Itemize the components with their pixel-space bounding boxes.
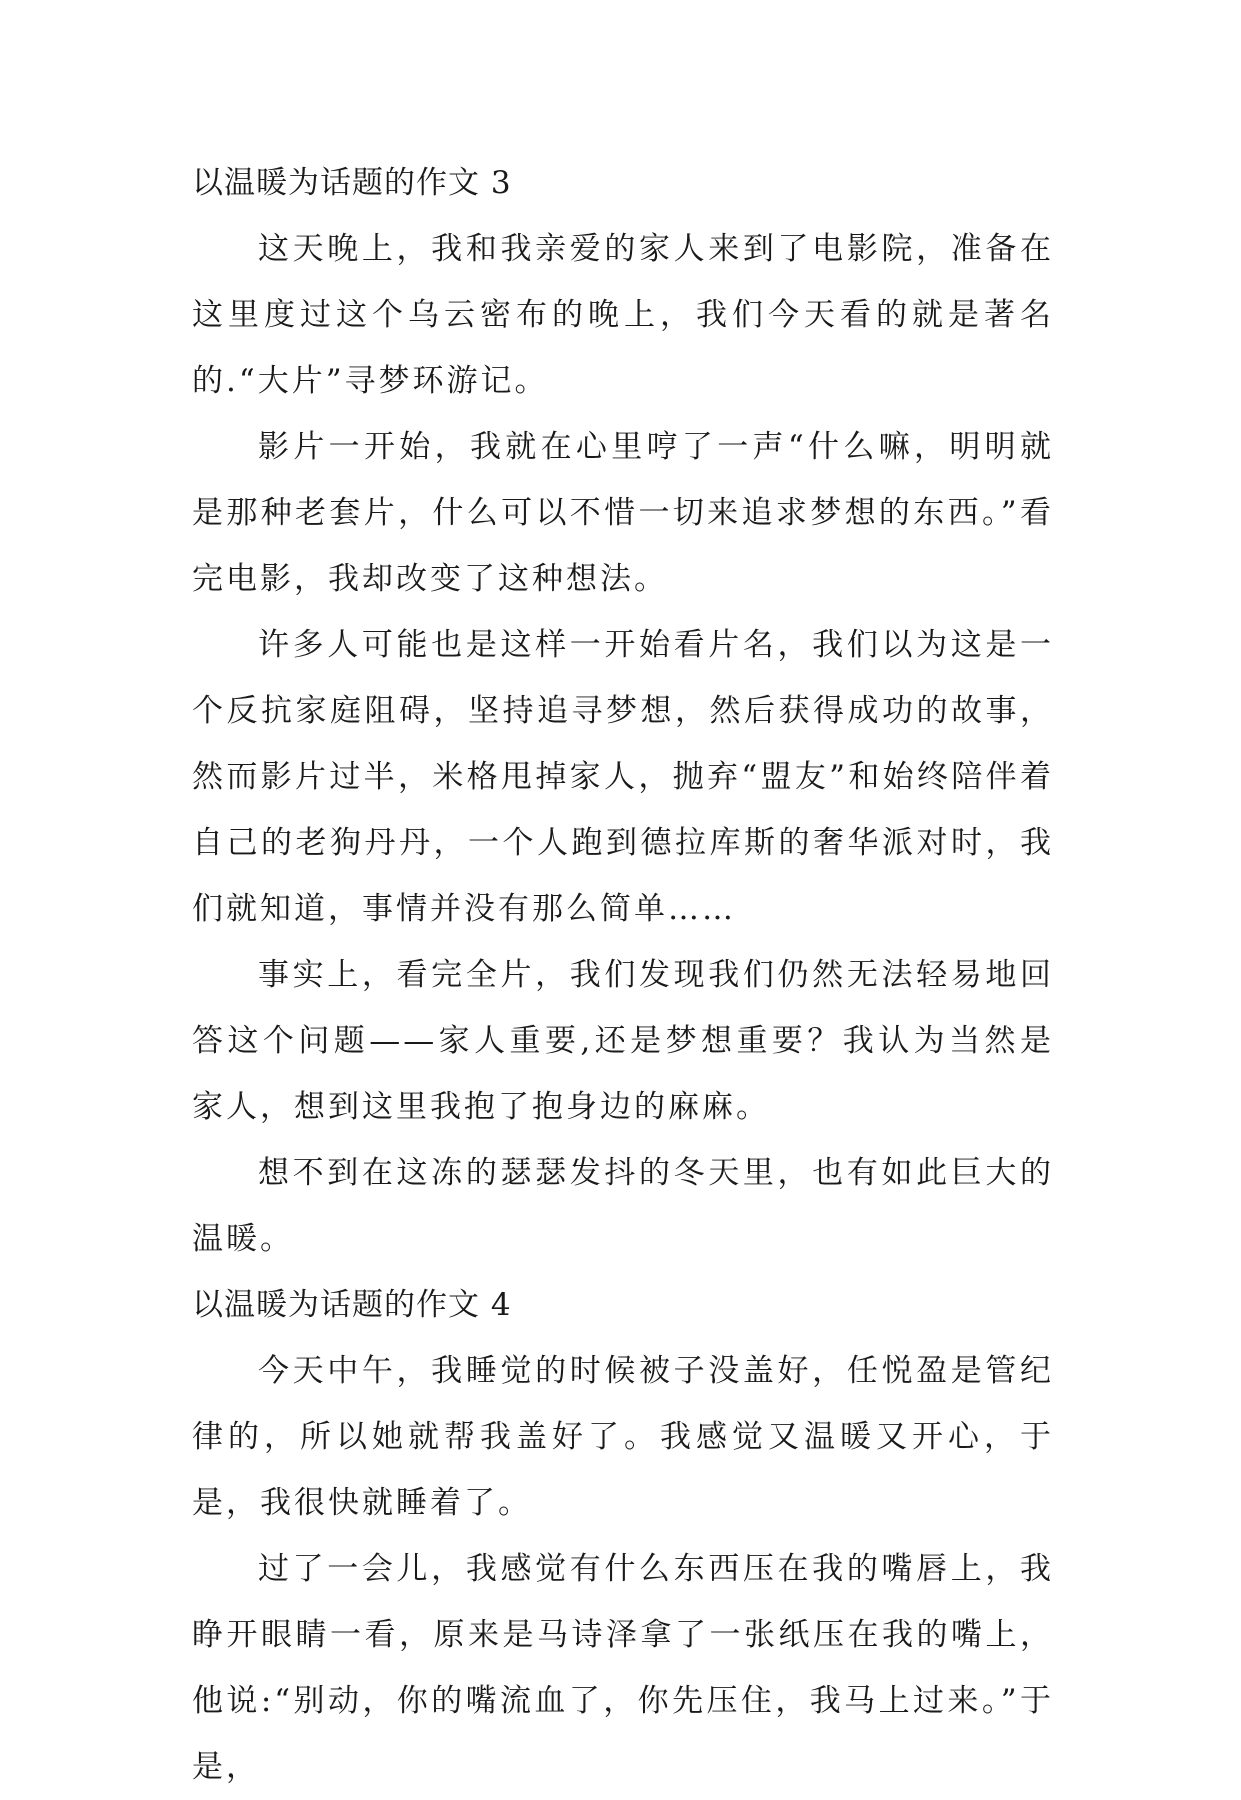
paragraph: 事实上，看完全片，我们发现我们仍然无法轻易地回答这个问题——家人重要,还是梦想重要？我认为当然是家人，想到这里我抱了抱身边的麻麻。 bbox=[192, 957, 1054, 1125]
paragraph: 过了一会儿，我感觉有什么东西压在我的嘴唇上，我睁开眼睛一看，原来是马诗泽拿了一张纸压在我的嘴上，他说:“别动，你的嘴流血了，你先压住，我马上过来。”于是， bbox=[192, 1551, 1054, 1785]
paragraph: 这天晚上，我和我亲爱的家人来到了电影院，准备在这里度过这个乌云密布的晚上，我们今天看的就是著名的.“大片”寻梦环游记。 bbox=[192, 231, 1054, 399]
paragraph: 想不到在这冻的瑟瑟发抖的冬天里，也有如此巨大的温暖。 bbox=[192, 1155, 1054, 1257]
paragraph: 影片一开始，我就在心里哼了一声“什么嘛，明明就是那种老套片，什么可以不惜一切来追求梦想的东西。”看完电影，我却改变了这种想法。 bbox=[192, 429, 1054, 597]
document-page bbox=[192, 150, 1054, 1800]
section-title: 以温暖为话题的作文 3 bbox=[192, 165, 512, 201]
paragraph: 今天中午，我睡觉的时候被子没盖好，任悦盈是管纪律的，所以她就帮我盖好了。我感觉又温暖又开心，于是，我很快就睡着了。 bbox=[192, 1353, 1054, 1521]
section-title: 以温暖为话题的作文 4 bbox=[192, 1287, 512, 1323]
paragraph: 许多人可能也是这样一开始看片名，我们以为这是一个反抗家庭阻碍，坚持追寻梦想，然后获得成功的故事，然而影片过半，米格甩掉家人，抛弃“盟友”和始终陪伴着自己的老狗丹丹，一个人跑到德拉库斯的奢华派对时，我们就知道，事情并没有那么简单…… bbox=[192, 627, 1054, 927]
